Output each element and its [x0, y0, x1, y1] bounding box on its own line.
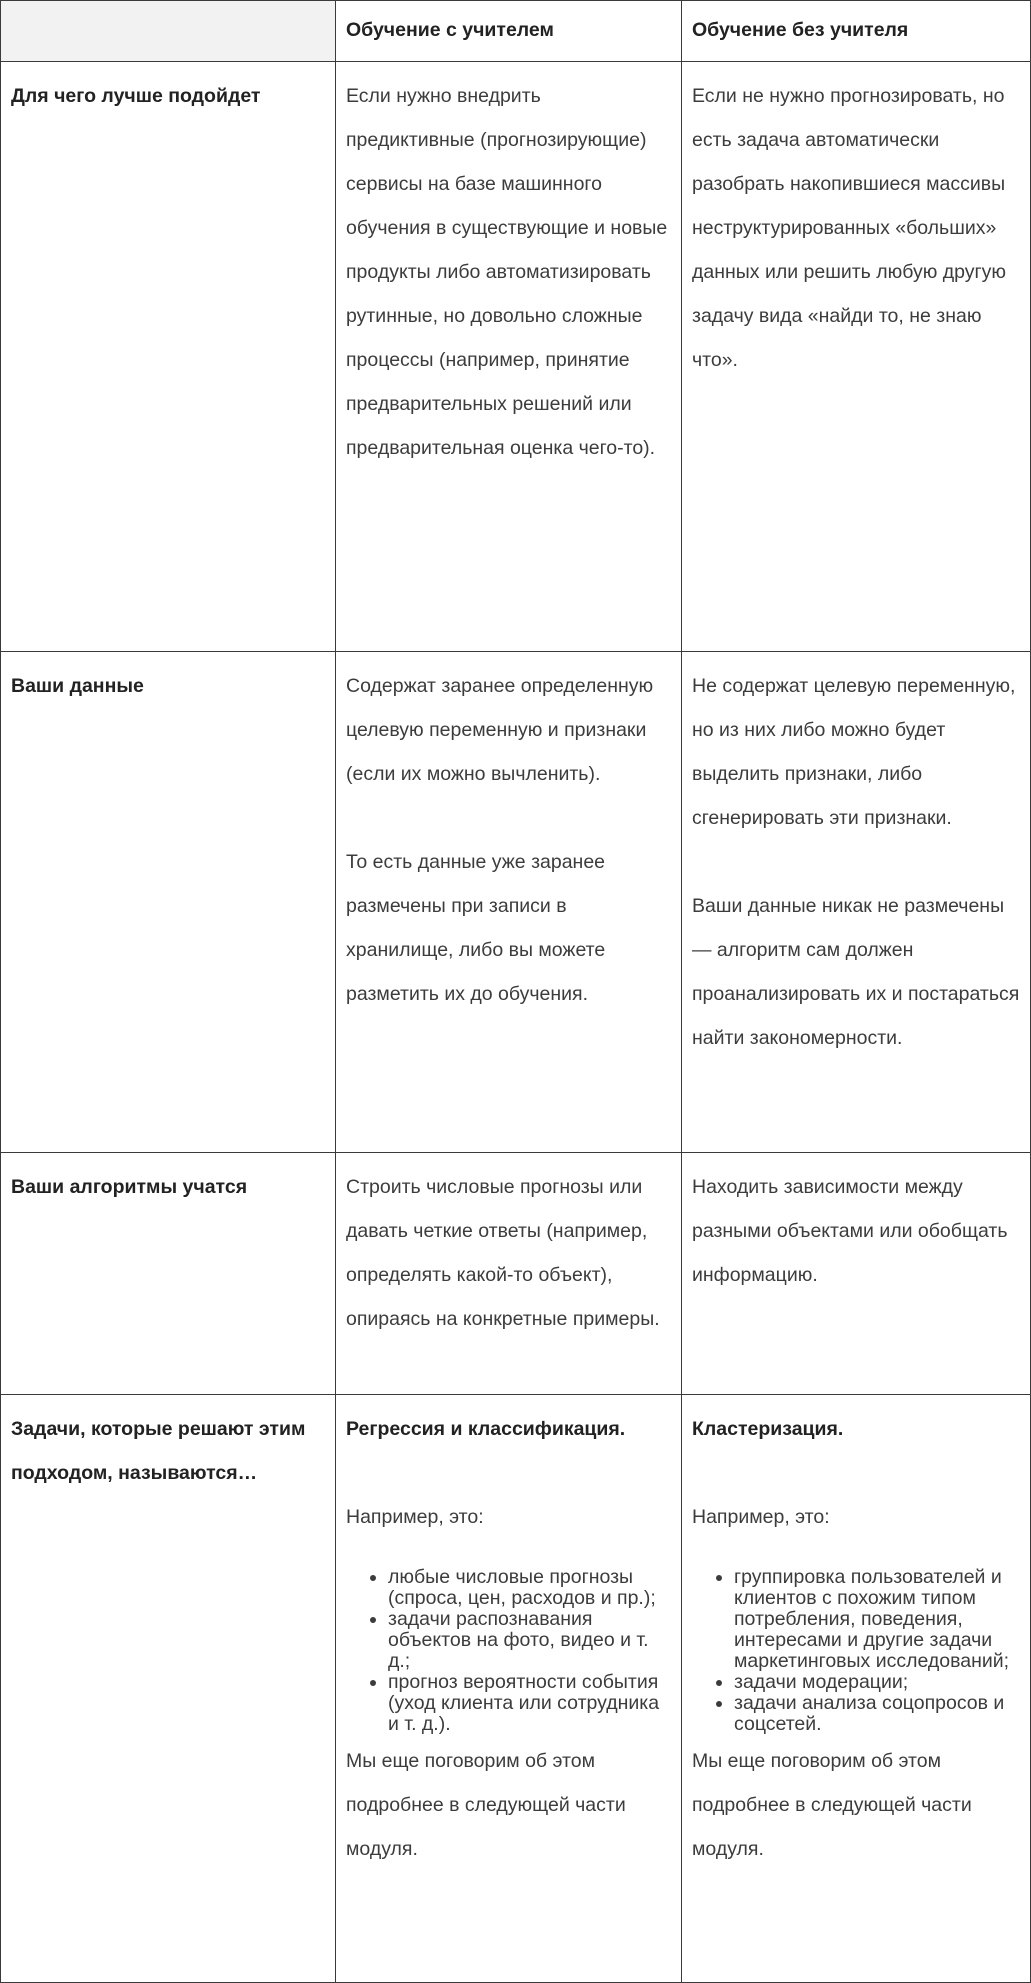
task-outro: Мы еще поговорим об этом подробнее в следующей части модуля.: [346, 1750, 626, 1860]
paragraph: Содержат заранее определенную целевую переменную и признаки (если их можно вычленить).: [346, 675, 654, 785]
task-intro: Например, это:: [346, 1506, 484, 1528]
row-label: Для чего лучше подойдет: [1, 62, 336, 652]
task-outro: Мы еще поговорим об этом подробнее в следующей части модуля.: [692, 1750, 972, 1860]
row-label: Ваши данные: [1, 652, 336, 1153]
list-item: • задачи распознавания объектов на фото, видео и т. д.;: [388, 1609, 671, 1672]
header-supervised: Обучение с учителем: [336, 1, 682, 62]
row-label: Ваши алгоритмы учатся: [1, 1153, 336, 1395]
paragraph: Ваши данные никак не размечены — алгоритм сам должен проанализировать их и постараться найти закономерности.: [692, 895, 1020, 1049]
cell-unsupervised: Находить зависимости между разными объектами или обобщать информацию.: [682, 1153, 1031, 1395]
paragraph: Не содержат целевую переменную, но из них либо можно будет выделить признаки, либо сгенерировать эти признаки.: [692, 675, 1016, 829]
list-item: • группировка пользователей и клиентов с похожим типом потребления, поведения, интересами и другие задачи маркетинговых исследований;: [734, 1567, 1020, 1672]
cell-supervised: Если нужно внедрить предиктивные (прогнозирующие) сервисы на базе машинного обучения в существующие и новые продукты либо автоматизировать рутинные, но довольно сложные процессы (например, принятие предварительных решений или предварительная оценка чего-то).: [336, 62, 682, 652]
table-row: [1, 1395, 1031, 1983]
header-unsupervised: Обучение без учителя: [682, 1, 1031, 62]
header-row: [1, 1, 1031, 62]
task-list: [692, 1567, 1020, 1735]
cell-unsupervised: [682, 1395, 1031, 1983]
cell-supervised: [336, 652, 682, 1153]
list-item: • задачи анализа соцопросов и соцсетей.: [734, 1693, 1020, 1735]
cell-unsupervised: [682, 652, 1031, 1153]
list-item: • любые числовые прогнозы (спроса, цен, расходов и пр.);: [388, 1567, 671, 1609]
task-title: Регрессия и классификация.: [346, 1418, 626, 1440]
cell-unsupervised: Если не нужно прогнозировать, но есть задача автоматически разобрать накопившиеся массивы неструктурированных «больших» данных или решить любую другую задачу вида «найди то, не знаю что».: [682, 62, 1031, 652]
task-title: Кластеризация.: [692, 1418, 844, 1440]
row-label: Задачи, которые решают этим подходом, называются…: [1, 1395, 336, 1983]
list-item: • задачи модерации;: [734, 1672, 1020, 1693]
paragraph: То есть данные уже заранее размечены при записи в хранилище, либо вы можете разметить их до обучения.: [346, 851, 606, 1005]
table-row: [1, 652, 1031, 1153]
task-intro: Например, это:: [692, 1506, 830, 1528]
header-corner-cell: [1, 1, 336, 62]
table-row: [1, 1153, 1031, 1395]
task-list: [346, 1567, 671, 1735]
cell-supervised: Строить числовые прогнозы или давать четкие ответы (например, определять какой-то объект), опираясь на конкретные примеры.: [336, 1153, 682, 1395]
list-item: • прогноз вероятности события (уход клиента или сотрудника и т. д.).: [388, 1672, 671, 1735]
cell-supervised: [336, 1395, 682, 1983]
table-row: [1, 62, 1031, 652]
